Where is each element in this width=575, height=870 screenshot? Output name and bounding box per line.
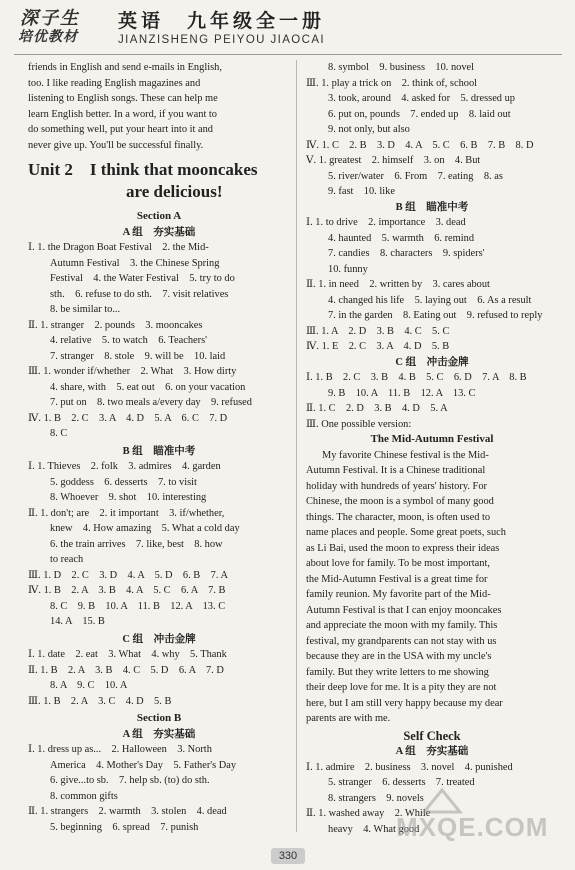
essay-line: family. But they write letters to me showing	[306, 666, 489, 678]
answer-line: 9. B 10. A 11. B 12. A 13. C	[328, 387, 476, 399]
answer-line: Ⅰ. 1. to drive 2. importance 3. dead	[306, 217, 466, 228]
answer-line: Ⅰ. 1. Thieves 2. folk 3. admires 4. garden	[28, 461, 221, 472]
answer-line: 8. symbol 9. business 10. novel	[328, 62, 475, 73]
answer-line: 4. changed his life 5. laying out 6. As a result	[328, 294, 532, 306]
answer-line: Ⅲ. One possible version:	[306, 418, 412, 430]
answer-line: Ⅴ. 1. greatest 2. himself 3. on 4. But	[306, 155, 481, 166]
answer-line: 9. fast 10. like	[328, 186, 395, 197]
answer-line: 8. be similar to...	[50, 304, 121, 315]
answer-line: 14. A 15. B	[50, 616, 105, 627]
group-b-heading: B 组 瞄准中考	[122, 445, 196, 457]
answer-line: 6. the train arrives 7. like, best 8. how	[50, 538, 223, 550]
answer-line: 8. strangers 9. novels	[328, 792, 424, 804]
answer-line: 8. common gifts	[50, 790, 118, 802]
essay-line: name places and people. Some great poets, such	[306, 527, 506, 538]
answer-line: Ⅰ. 1. dress up as... 2. Halloween 3. North	[28, 744, 212, 755]
answer-line: 8. C 9. B 10. A 11. B 12. A 13. C	[50, 600, 226, 612]
section-a-heading: Section A	[136, 210, 182, 222]
answer-line: Ⅱ. 1. washed away 2. While	[306, 808, 431, 819]
essay-line: Autumn Festival. It is a Chinese traditional	[306, 465, 486, 476]
answer-line: Ⅱ. 1. stranger 2. pounds 3. mooncakes	[28, 319, 203, 331]
answer-line: Ⅱ. 1. C 2. D 3. B 4. D 5. A	[306, 403, 448, 414]
intro-line: learn English better. In a word, if you want to	[28, 108, 218, 120]
answer-line: 7. put on 8. two meals a/every day 9. refused	[50, 397, 252, 408]
answer-line: 7. candies 8. characters 9. spiders'	[328, 248, 485, 259]
answer-line: Ⅳ. 1. B 2. C 3. A 4. D 5. A 6. C 7. D	[28, 412, 228, 424]
answer-line: 8. Whoever 9. shot 10. interesting	[50, 492, 207, 503]
answer-line: Ⅳ. 1. C 2. B 3. D 4. A 5. C 6. B 7. B 8. D	[306, 139, 534, 151]
answer-line: Ⅳ. 1. B 2. A 3. B 4. A 5. C 6. A 7. B	[28, 585, 226, 596]
essay-line: the Mid-Autumn Festival is a great time for	[306, 573, 488, 585]
answer-line: 8. A 9. C 10. A	[50, 680, 128, 691]
essay-line: Autumn Festival is that I can enjoy mooncakes	[306, 604, 502, 616]
left-column	[28, 60, 290, 835]
group-a-heading: A 组 夯实基础	[122, 226, 196, 238]
page-header	[0, 0, 575, 52]
logo-line-2: 培优教材	[18, 30, 78, 45]
intro-line: too. I like reading English magazines and	[28, 77, 201, 89]
answer-line: Autumn Festival 3. the Chinese Spring	[50, 257, 220, 269]
essay-body	[306, 448, 558, 727]
watermark: MXQE.COM	[396, 812, 549, 842]
answer-line: Ⅲ. 1. D 2. C 3. D 4. A 5. D 6. B 7. A	[28, 569, 228, 581]
answer-line: Ⅰ. 1. B 2. C 3. B 4. B 5. C 6. D 7. A 8. B	[306, 372, 527, 383]
answer-line: 5. stranger 6. desserts 7. treated	[328, 777, 475, 788]
answer-line: Ⅳ. 1. E 2. C 3. A 4. D 5. B	[306, 341, 450, 352]
answer-line: 5. river/water 6. From 7. eating 8. as	[328, 170, 503, 182]
unit-title	[28, 159, 290, 203]
essay-line: holiday with hundreds of years' history. For	[306, 480, 487, 492]
intro-line: listening to English songs. These can help me	[28, 93, 218, 104]
book-title: 英语 九年级全一册	[118, 11, 326, 32]
answer-line: Ⅱ. 1. B 2. A 3. B 4. C 5. D 6. A 7. D	[28, 664, 224, 676]
column-divider	[296, 60, 297, 832]
answer-line: 4. relative 5. to watch 6. Teachers'	[50, 335, 208, 346]
essay-line: here, but I am still very happy because my dear	[306, 697, 503, 709]
book-subtitle: JIANZISHENG PEIYOU JIAOCAI	[118, 34, 326, 46]
answer-line: Ⅲ. 1. play a trick on 2. think of, school	[306, 77, 478, 89]
answer-line: Ⅱ. 1. in need 2. written by 3. cares about	[306, 279, 490, 290]
group-c-heading: C 组 冲击金牌	[122, 633, 196, 645]
essay-line: because they are in the USA with my uncle's	[306, 651, 492, 662]
answer-line: 10. funny	[328, 263, 368, 275]
essay-line: parents are with me.	[306, 713, 391, 724]
essay-line: as Li Bai, used the moon to express their ideas	[306, 542, 500, 554]
essay-title: The Mid-Autumn Festival	[370, 433, 494, 445]
answer-line: Festival 4. the Water Festival 5. try to do	[50, 273, 235, 284]
essay-line: Chinese, the moon is a symbol of many good	[306, 496, 494, 507]
intro-line: do something well, put your heart into it and	[28, 124, 213, 135]
logo-line-1: 深子生	[20, 8, 80, 28]
essay-line: their deep love for me. It is a pity they are not	[306, 682, 497, 693]
answer-line: 5. beginning 6. spread 7. punish	[50, 821, 199, 833]
answer-line: 4. haunted 5. warmth 6. remind	[328, 232, 475, 244]
intro-paragraph	[28, 60, 290, 153]
group-a-heading: A 组 夯实基础	[395, 746, 469, 757]
essay-line: family reunion. My favorite part of the Mid-	[306, 589, 491, 600]
intro-line: friends in English and send e-mails in English,	[28, 62, 222, 73]
unit-title-line-2: are delicious!	[126, 182, 223, 201]
essay-line: and appreciate the moon with my family. This	[306, 620, 498, 631]
page-number: 330	[271, 848, 305, 864]
publisher-logo	[14, 2, 114, 48]
answer-line: 9. not only, but also	[328, 124, 410, 135]
answer-line: Ⅲ. 1. B 2. A 3. C 4. D 5. B	[28, 695, 172, 707]
answer-line: Ⅲ. 1. wonder if/whether 2. What 3. How dirty	[28, 366, 237, 377]
essay-line: festival, my grandparents can not stay with us	[306, 635, 497, 647]
answer-line: sth. 6. refuse to do sth. 7. visit relatives	[50, 288, 229, 300]
group-c-heading: C 组 冲击金牌	[395, 356, 469, 368]
answer-line: America 4. Mother's Day 5. Father's Day	[50, 759, 237, 771]
section-b-heading: Section B	[136, 712, 182, 724]
right-column	[306, 60, 558, 837]
unit-title-line-1: Unit 2 I think that mooncakes	[28, 160, 258, 179]
answer-line: to reach	[50, 554, 84, 565]
answer-line: Ⅲ. 1. A 2. D 3. B 4. C 5. C	[306, 325, 450, 337]
answer-line: 4. share, with 5. eat out 6. on your vacation	[50, 381, 246, 393]
answer-line: 6. give...to sb. 7. help sb. (to) do sth.	[50, 775, 210, 786]
answer-line: 5. goddess 6. desserts 7. to visit	[50, 476, 197, 488]
answer-line: Ⅱ. 1. don't; are 2. it important 3. if/whether,	[28, 507, 225, 519]
answer-line: 8. C	[50, 428, 68, 439]
essay-line: My favorite Chinese festival is the Mid-	[322, 449, 489, 461]
intro-line: never give up. You'll be successful finally.	[28, 139, 204, 151]
essay-line: things. The character, moon, is often used to	[306, 511, 491, 523]
answer-line: Ⅱ. 1. strangers 2. warmth 3. stolen 4. dead	[28, 806, 227, 817]
answer-line: Ⅰ. 1. the Dragon Boat Festival 2. the Mid-	[28, 242, 209, 253]
self-check-heading: Self Check	[403, 728, 461, 743]
answer-line: Ⅰ. 1. date 2. eat 3. What 4. why 5. Thank	[28, 649, 227, 660]
answer-line: 6. put on, pounds 7. ended up 8. laid out	[328, 108, 511, 120]
answer-line: 3. took, around 4. asked for 5. dressed up	[328, 93, 515, 104]
answer-line: Ⅰ. 1. admire 2. business 3. novel 4. punished	[306, 761, 513, 773]
answer-line: 7. stranger 8. stole 9. will be 10. laid	[50, 350, 226, 362]
answer-line: 7. in the garden 8. Eating out 9. refused to reply	[328, 310, 543, 321]
group-b-heading: B 组 瞄准中考	[395, 201, 469, 213]
group-a-heading: A 组 夯实基础	[122, 728, 196, 740]
essay-line: about love for family. To be most important,	[306, 558, 490, 569]
answer-line: knew 4. How amazing 5. What a cold day	[50, 523, 240, 534]
header-divider	[14, 54, 562, 55]
answer-line: heavy 4. What good	[328, 823, 420, 835]
